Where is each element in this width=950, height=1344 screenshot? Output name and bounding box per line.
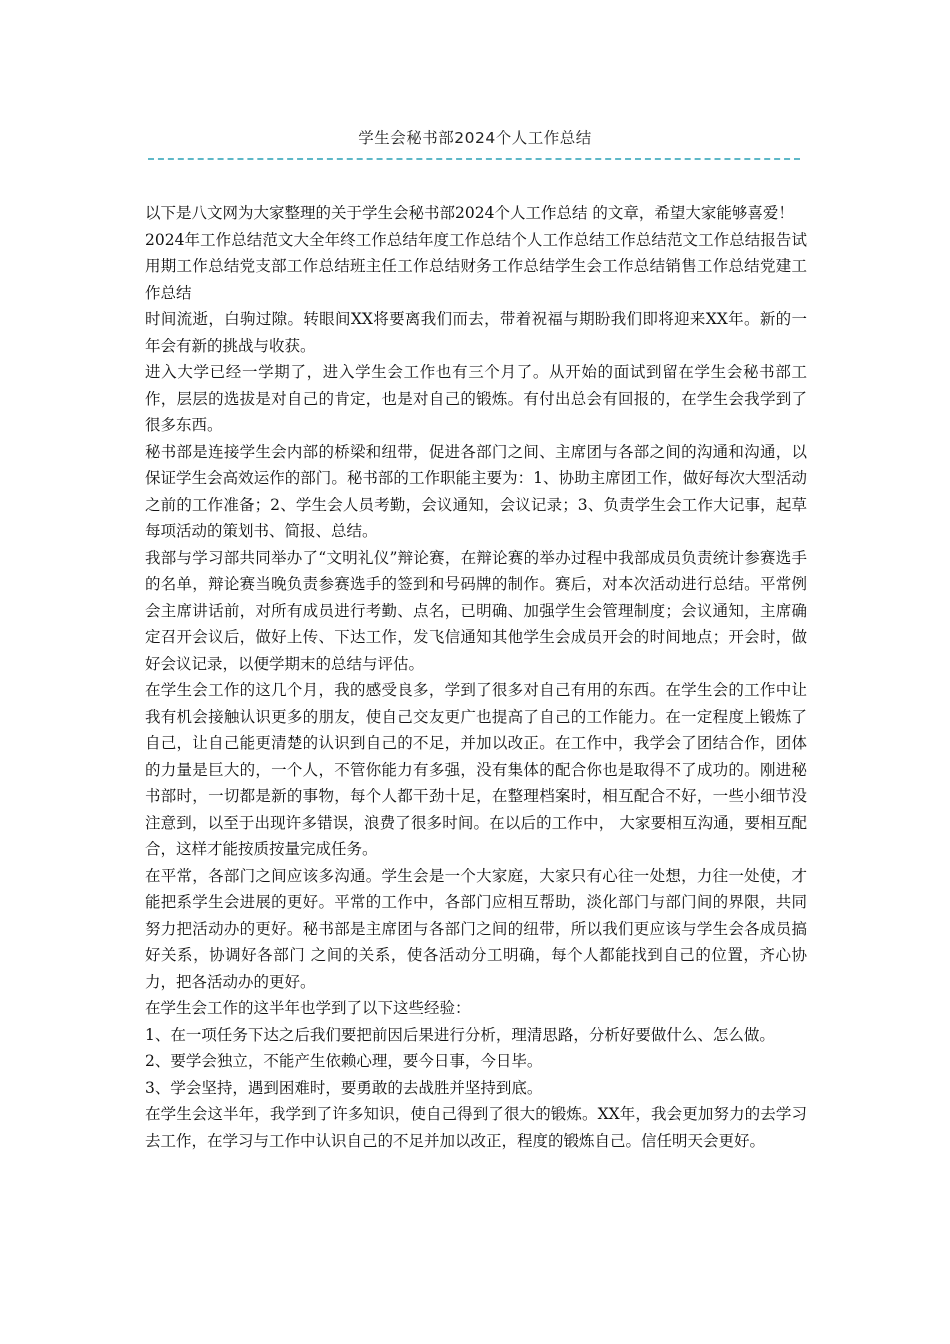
paragraph: 我部与学习部共同举办了“文明礼仪”辩论赛，在辩论赛的举办过程中我部成员负责统计参赛选手的名单，辩论赛当晚负责参赛选手的签到和号码牌的制作。赛后，对本次活动进行总结。平常例会主席讲话前，对所有成员进行考勤、点名，已明确、加强学生会管理制度；会议通知，主席确定召开会议后，做好上传、下达工作，发飞信通知其他学生会成员开会的时间地点；开会时，做好会议记录，以便学期末的总结与评估。 (145, 548, 807, 673)
paragraph-intro: 以下是八文网为大家整理的关于学生会秘书部2024个人工作总结 的文章，希望大家能够喜爱！ (145, 204, 794, 222)
title-divider (148, 158, 800, 160)
paragraph-conclusion: 在学生会这半年，我学到了许多知识，使自己得到了很大的锻炼。XX年，我会更加努力的去学习去工作，在学习与工作中认识自己的不足并加以改正，程度的锻炼自己。信任明天会更好。 (145, 1105, 807, 1150)
paragraph: 在平常，各部门之间应该多沟通。学生会是一个大家庭，大家只有心往一处想，力往一处使，才能把系学生会进展的更好。平常的工作中，各部门应相互帮助，淡化部门与部门间的界限，共同努力把活动办的更好。秘书部是主席团与各部门之间的纽带，所以我们更应该与学生会各成员搞好关系，协调好各部门 之间的关系，使各活动分工明确，每个人都能找到自己的位置，齐心协力，把各活动办的更好。 (145, 866, 807, 991)
paragraph: 在学生会工作的这半年也学到了以下这些经验： (145, 999, 471, 1017)
list-item: 2、要学会独立，不能产生依赖心理，要今日事，今日毕。 (145, 1052, 543, 1070)
paragraph: 秘书部是连接学生会内部的桥梁和纽带，促进各部门之间、主席团与各部之间的沟通和沟通，以保证学生会高效运作的部门。秘书部的工作职能主要为：1、协助主席团工作，做好每次大型活动之前的工作准备；2、学生会人员考勤，会议通知，会议记录；3、负责学生会工作大记事，起草每项活动的策划书、简报、总结。 (145, 442, 807, 540)
paragraph: 在学生会工作的这几个月，我的感受良多，学到了很多对自己有用的东西。在学生会的工作中让我有机会接触认识更多的朋友，使自己交友更广也提高了自己的工作能力。在一定程度上锻炼了自己，让自己能更清楚的认识到自己的不足，并加以改正。在工作中，我学会了团结合作，团体的力量是巨大的，一个人，不管你能力有多强，没有集体的配合你也是取得不了成功的。刚进秘书部时，一切都是新的事物，每个人都干劲十足，在整理档案时，相互配合不好，一些小细节没注意到，以至于出现许多错误，浪费了很多时间。在以后的工作中， 大家要相互沟通，要相互配合，这样才能按质按量完成任务。 (145, 681, 807, 858)
paragraph: 进入大学已经一学期了，进入学生会工作也有三个月了。从开始的面试到留在学生会秘书部工作，层层的选拔是对自己的肯定，也是对自己的锻炼。有付出总会有回报的，在学生会我学到了很多东西。 (145, 363, 807, 434)
list-item: 3、学会坚持，遇到困难时，要勇敢的去战胜并坚持到底。 (145, 1078, 543, 1097)
paragraph: 时间流逝，白驹过隙。转眼间XX将要离我们而去，带着祝福与期盼我们即将迎来XX年。新的一年会有新的挑战与收获。 (145, 310, 807, 355)
document-body (145, 200, 807, 1154)
paragraph-keywords: 2024年工作总结范文大全年终工作总结年度工作总结个人工作总结工作总结范文工作总结报告试用期工作总结党支部工作总结班主任工作总结财务工作总结学生会工作总结销售工作总结党建工作总结 (145, 230, 807, 302)
list-item: 1、在一项任务下达之后我们要把前因后果进行分析，理清思路，分析好要做什么、怎么做。 (145, 1025, 775, 1044)
document-title: 学生会秘书部2024个人工作总结 (358, 129, 592, 147)
